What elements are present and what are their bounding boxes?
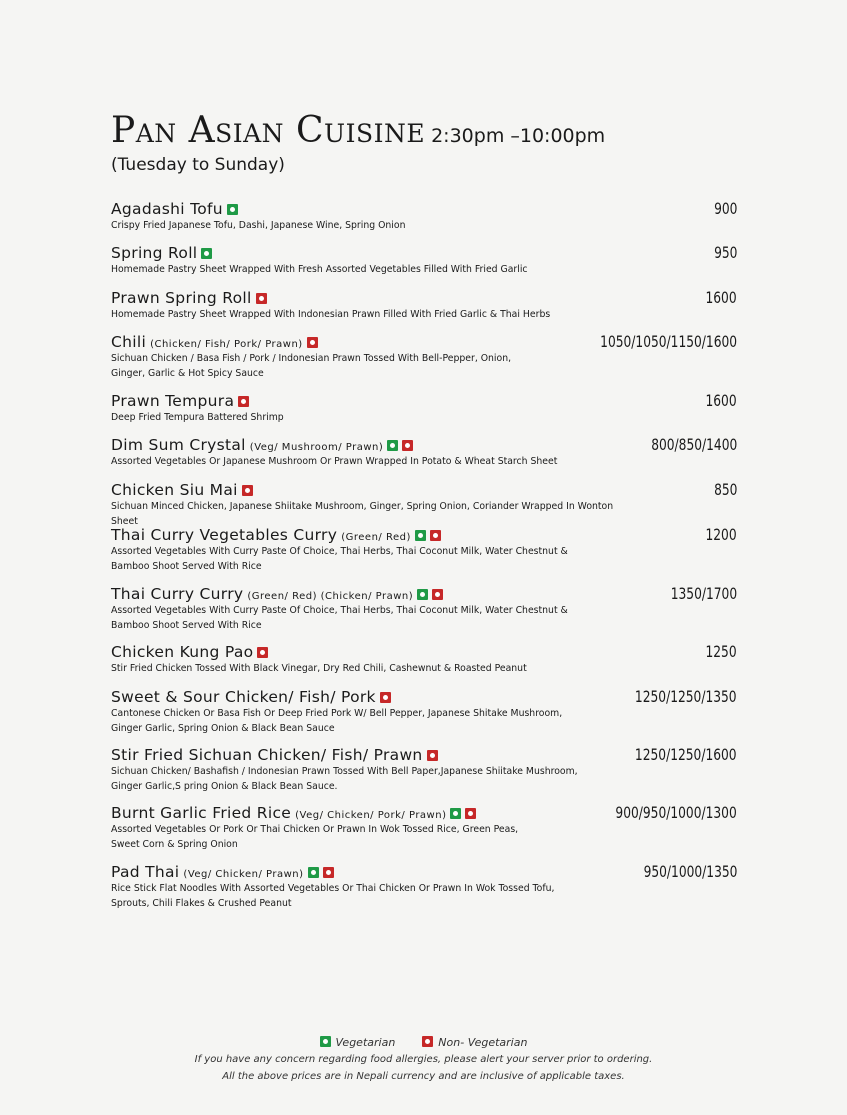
menu-item-price: 1250/1250/1600 <box>635 745 737 764</box>
veg-icon <box>201 248 212 259</box>
description-line: Assorted Vegetables Or Pork Or Thai Chicken Or Prawn In Wok Tossed Rice, Green Peas, <box>111 824 519 835</box>
menu-item-name <box>111 585 443 603</box>
description-line: Cantonese Chicken Or Basa Fish Or Deep Fried Pork W/ Bell Pepper, Japanese Shitake Mushroom, <box>111 708 563 719</box>
menu-item-head <box>111 687 737 706</box>
nonveg-icon <box>380 692 391 703</box>
description-line: Assorted Vegetables With Curry Paste Of Choice, Thai Herbs, Thai Coconut Milk, Water Chestnut & <box>111 546 568 557</box>
menu-item-price: 900/950/1000/1300 <box>615 803 737 822</box>
description-line: Homemade Pastry Sheet Wrapped With Indonesian Prawn Filled With Fried Garlic & Thai Herbs <box>111 309 551 320</box>
description-line: Assorted Vegetables With Curry Paste Of Choice, Thai Herbs, Thai Coconut Milk, Water Chestnut & <box>111 605 568 616</box>
description-line: Sichuan Chicken/ Bashafish / Indonesian Prawn Tossed With Bell Paper,Japanese Shiitake Mushroom, <box>111 766 578 777</box>
menu-item-title: Stir Fried Sichuan Chicken/ Fish/ Prawn <box>111 746 423 764</box>
menu-item-title: Prawn Tempura <box>111 392 235 410</box>
menu-item-price: 1250/1250/1350 <box>635 687 737 706</box>
menu-header <box>111 110 605 175</box>
nonveg-icon <box>430 530 441 541</box>
menu-item-head <box>111 642 737 661</box>
menu-item-variant: (Veg/ Chicken/ Prawn) <box>183 869 304 880</box>
menu-item-title: Pad Thai <box>111 863 180 881</box>
menu-item <box>111 288 737 323</box>
veg-icon <box>415 530 426 541</box>
menu-item-head <box>111 480 737 499</box>
menu-item-name <box>111 333 318 351</box>
menu-item-price: 800/850/1400 <box>650 435 737 454</box>
menu-item-name <box>111 481 253 499</box>
menu-item-head <box>111 288 737 307</box>
menu-item-name <box>111 289 267 307</box>
menu-item-name <box>111 392 249 410</box>
nonveg-icon <box>422 1036 433 1047</box>
menu-item-description <box>111 604 631 633</box>
allergy-note: If you have any concern regarding food allergies, please alert your server prior to ordering. <box>194 1054 653 1065</box>
description-line: Ginger Garlic, Spring Onion & Black Bean Sauce <box>111 722 335 734</box>
menu-item-description <box>111 308 631 323</box>
menu-item-head <box>111 243 737 262</box>
menu-item-description <box>111 411 631 426</box>
menu-item <box>111 803 737 852</box>
legend-nonveg-label: Non- Vegetarian <box>438 1036 528 1049</box>
description-line: Deep Fried Tempura Battered Shrimp <box>111 412 284 423</box>
service-days: (Tuesday to Sunday) <box>111 155 285 175</box>
menu-item-description <box>111 545 631 574</box>
menu-item <box>111 687 737 736</box>
description-line: Homemade Pastry Sheet Wrapped With Fresh Assorted Vegetables Filled With Fried Garlic <box>111 264 528 275</box>
veg-icon <box>227 204 238 215</box>
menu-item <box>111 480 737 529</box>
menu-item-variant: (Chicken/ Fish/ Pork/ Prawn) <box>150 339 303 350</box>
menu-item <box>111 745 737 794</box>
description-line: Sichuan Minced Chicken, Japanese Shiitake Mushroom, Ginger, Spring Onion, Coriander Wrapped In Wonton Sheet <box>111 501 614 527</box>
menu-item-head <box>111 803 737 822</box>
menu-item-title: Chicken Siu Mai <box>111 481 238 499</box>
description-line: Sprouts, Chili Flakes & Crushed Peanut <box>111 897 292 909</box>
menu-item-head <box>111 745 737 764</box>
description-line: Ginger, Garlic & Hot Spicy Sauce <box>111 367 264 379</box>
menu-item-price: 950/1000/1350 <box>643 862 737 881</box>
description-line: Rice Stick Flat Noodles With Assorted Vegetables Or Thai Chicken Or Prawn In Wok Tossed Tofu, <box>111 883 555 894</box>
veg-icon <box>387 440 398 451</box>
menu-item-name <box>111 688 391 706</box>
menu-item-name <box>111 436 413 454</box>
menu-item-price: 1250 <box>705 642 737 661</box>
nonveg-icon <box>307 337 318 348</box>
menu-item-price: 950 <box>713 243 737 262</box>
menu-item-title: Chicken Kung Pao <box>111 643 254 661</box>
menu-item-name <box>111 200 238 218</box>
menu-item-head <box>111 584 737 603</box>
menu-item-name <box>111 526 441 544</box>
description-line: Ginger Garlic,S pring Onion & Black Bean Sauce. <box>111 780 338 792</box>
nonveg-icon <box>432 589 443 600</box>
menu-item-name <box>111 804 476 822</box>
description-line: Sweet Corn & Spring Onion <box>111 838 238 850</box>
veg-icon <box>320 1036 331 1047</box>
menu-item <box>111 642 737 677</box>
menu-item-description <box>111 662 631 677</box>
menu-item-price: 1200 <box>705 525 737 544</box>
menu-item <box>111 862 737 911</box>
menu-item-title: Prawn Spring Roll <box>111 289 252 307</box>
menu-item-head <box>111 332 737 351</box>
menu-item <box>111 435 737 470</box>
menu-item-variant: (Veg/ Mushroom/ Prawn) <box>249 442 384 453</box>
menu-item-title: Spring Roll <box>111 244 198 262</box>
menu-item-description <box>111 823 631 852</box>
menu-item-head <box>111 862 737 881</box>
nonveg-icon <box>256 293 267 304</box>
description-line: Stir Fried Chicken Tossed With Black Vinegar, Dry Red Chili, Cashewnut & Roasted Peanut <box>111 663 527 674</box>
menu-item-head <box>111 199 737 218</box>
diet-legend <box>0 1034 847 1051</box>
nonveg-icon <box>257 647 268 658</box>
menu-item-head <box>111 391 737 410</box>
menu-item-title: Chili <box>111 333 147 351</box>
menu-item-price: 850 <box>713 480 737 499</box>
menu-item <box>111 199 737 234</box>
menu-item-title: Dim Sum Crystal <box>111 436 246 454</box>
menu-item-variant: (Green/ Red) (Chicken/ Prawn) <box>247 591 414 602</box>
menu-item-title: Burnt Garlic Fried Rice <box>111 804 292 822</box>
veg-icon <box>308 867 319 878</box>
menu-item-price: 1600 <box>705 391 737 410</box>
nonveg-icon <box>465 808 476 819</box>
menu-item <box>111 584 737 633</box>
description-line: Assorted Vegetables Or Japanese Mushroom Or Prawn Wrapped In Potato & Wheat Starch Sheet <box>111 456 558 467</box>
menu-item-description <box>111 765 631 794</box>
menu-item-price: 1350/1700 <box>670 584 737 603</box>
veg-icon <box>417 589 428 600</box>
menu-item-description <box>111 455 631 470</box>
menu-item-description <box>111 219 631 234</box>
menu-item-name <box>111 643 268 661</box>
cuisine-title: Pan Asian Cuisine <box>111 110 426 151</box>
menu-item-name <box>111 244 212 262</box>
menu-item-description <box>111 707 631 736</box>
menu-item-title: Thai Curry Vegetables Curry <box>111 526 338 544</box>
description-line: Bamboo Shoot Served With Rice <box>111 560 262 572</box>
service-hours: 2:30pm –10:00pm <box>431 125 606 147</box>
description-line: Sichuan Chicken / Basa Fish / Pork / Indonesian Prawn Tossed With Bell-Pepper, Onion, <box>111 353 512 364</box>
menu-item-name <box>111 746 438 764</box>
menu-item <box>111 525 737 574</box>
menu-item <box>111 391 737 426</box>
menu-item <box>111 243 737 278</box>
menu-footer <box>0 1034 847 1085</box>
menu-item-price: 1050/1050/1150/1600 <box>600 332 737 351</box>
tax-note: All the above prices are in Nepali currency and are inclusive of applicable taxes. <box>222 1071 625 1082</box>
menu-item-variant: (Veg/ Chicken/ Pork/ Prawn) <box>295 810 447 821</box>
menu-item-price: 900 <box>713 199 737 218</box>
menu-item-description <box>111 882 631 911</box>
page-title <box>111 110 605 151</box>
menu-item-head <box>111 525 737 544</box>
menu-item-description <box>111 263 631 278</box>
menu-item-price: 1600 <box>705 288 737 307</box>
menu-item-head <box>111 435 737 454</box>
menu-item-variant: (Green/ Red) <box>341 532 411 543</box>
veg-icon <box>450 808 461 819</box>
menu-item-title: Agadashi Tofu <box>111 200 223 218</box>
nonveg-icon <box>242 485 253 496</box>
legend-veg-label: Vegetarian <box>335 1036 396 1049</box>
menu-item <box>111 332 737 381</box>
menu-item-description <box>111 352 631 381</box>
description-line: Crispy Fried Japanese Tofu, Dashi, Japanese Wine, Spring Onion <box>111 220 406 231</box>
nonveg-icon <box>402 440 413 451</box>
menu-item-title: Sweet & Sour Chicken/ Fish/ Pork <box>111 688 376 706</box>
menu-item-title: Thai Curry Curry <box>111 585 244 603</box>
nonveg-icon <box>427 750 438 761</box>
menu-item-name <box>111 863 334 881</box>
description-line: Bamboo Shoot Served With Rice <box>111 619 262 631</box>
nonveg-icon <box>323 867 334 878</box>
nonveg-icon <box>238 396 249 407</box>
